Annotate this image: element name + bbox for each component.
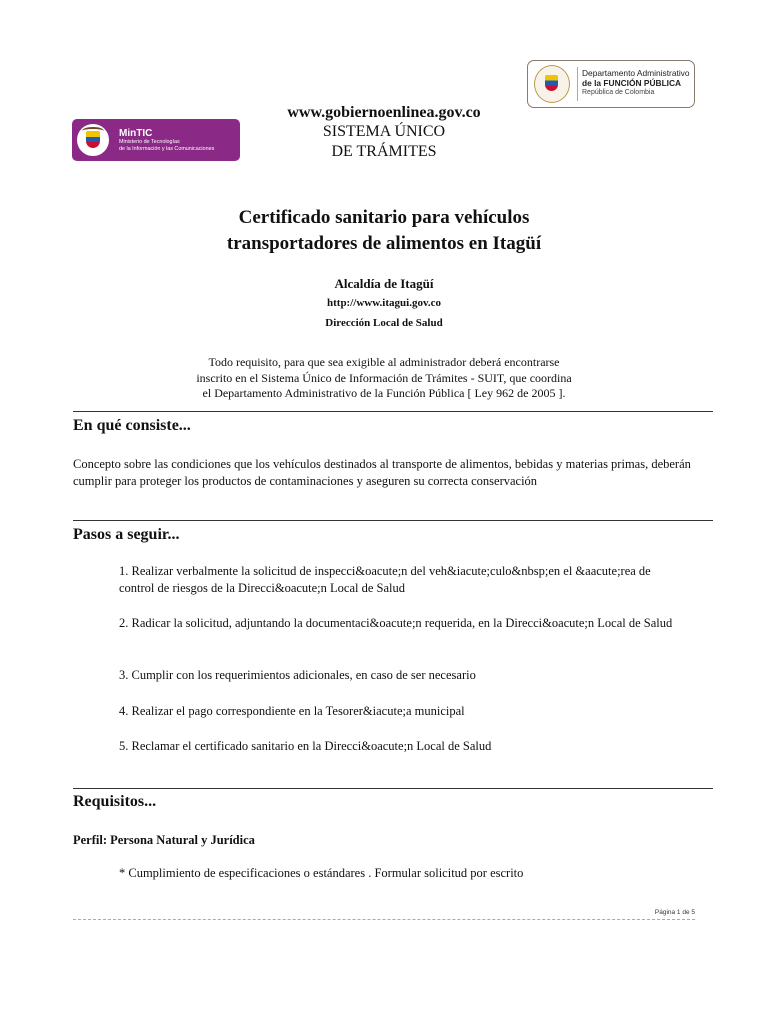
section-divider [73,411,713,412]
dafp-line1: Departamento Administrativo [582,68,690,78]
mintic-logo-line2: de la Información y las Comunicaciones [119,145,215,152]
consiste-description: Concepto sobre las condiciones que los vehículos destinados al transporte de alimentos, bebidas y materias primas, deberán cumplir para proteger los productos de contaminaciones y aseguren su correcta conservación [73,457,691,488]
colombia-coat-of-arms-icon [534,65,570,103]
section-heading-consiste: En qué consiste... [73,417,191,434]
step-item-5: 5. Reclamar el certificado sanitario en la Direcci&oacute;n Local de Salud [119,739,492,753]
section-divider [73,788,713,789]
section-divider [73,520,713,521]
system-name-line2: DE TRÁMITES [331,143,437,160]
page-number: Página 1 de 5 [654,909,695,916]
mintic-logo-line1: Ministerio de Tecnologías [119,139,180,146]
requirements-profile: Perfil: Persona Natural y Jurídica [73,833,255,847]
funcion-publica-logo [527,60,695,108]
suit-note-line1: Todo requisito, para que sea exigible al administrador deberá encontrarse [208,355,560,369]
entity-url: http://www.itagui.gov.co [327,297,441,309]
system-name-line1: SISTEMA ÚNICO [322,123,446,140]
step-item-2: 2. Radicar la solicitud, adjuntando la documentaci&oacute;n requerida, en la Direcci&oacute;n Local de Salud [119,616,673,630]
step-item-1: 1. Realizar verbalmente la solicitud de inspecci&oacute;n del veh&iacute;culo&nbsp;en el &aacute;rea de control de riesgos de la Direcci&oacute;n Local de Salud [119,564,651,595]
document-title [0,205,768,257]
step-item-4: 4. Realizar el pago correspondiente en la Tesorer&iacute;a municipal [119,704,465,718]
office-name: Dirección Local de Salud [325,317,443,329]
portal-url: www.gobiernoenlinea.gov.co [287,104,481,121]
footer-divider [73,919,695,920]
suit-note-line3: el Departamento Administrativo de la Función Pública [ Ley 962 de 2005 ]. [202,386,566,400]
requirement-item: * Cumplimiento de especificaciones o estándares . Formular solicitud por escrito [119,866,524,880]
entity-name: Alcaldía de Itagüí [334,276,434,291]
step-item-3: 3. Cumplir con los requerimientos adicionales, en caso de ser necesario [119,668,476,682]
section-heading-pasos: Pasos a seguir... [73,526,180,543]
suit-note [0,355,768,402]
section-heading-requisitos: Requisitos... [73,793,157,810]
mintic-logo-title: MinTIC [119,128,153,140]
document-title-line2: transportadores de alimentos en Itagüí [226,233,542,254]
dafp-line2: de la FUNCIÓN PÚBLICA [582,78,682,88]
document-title-line1: Certificado sanitario para vehículos [238,207,530,228]
suit-note-line2: inscrito en el Sistema Único de Información de Trámites - SUIT, que coordina [196,370,572,385]
dafp-line3: República de Colombia [582,89,655,96]
